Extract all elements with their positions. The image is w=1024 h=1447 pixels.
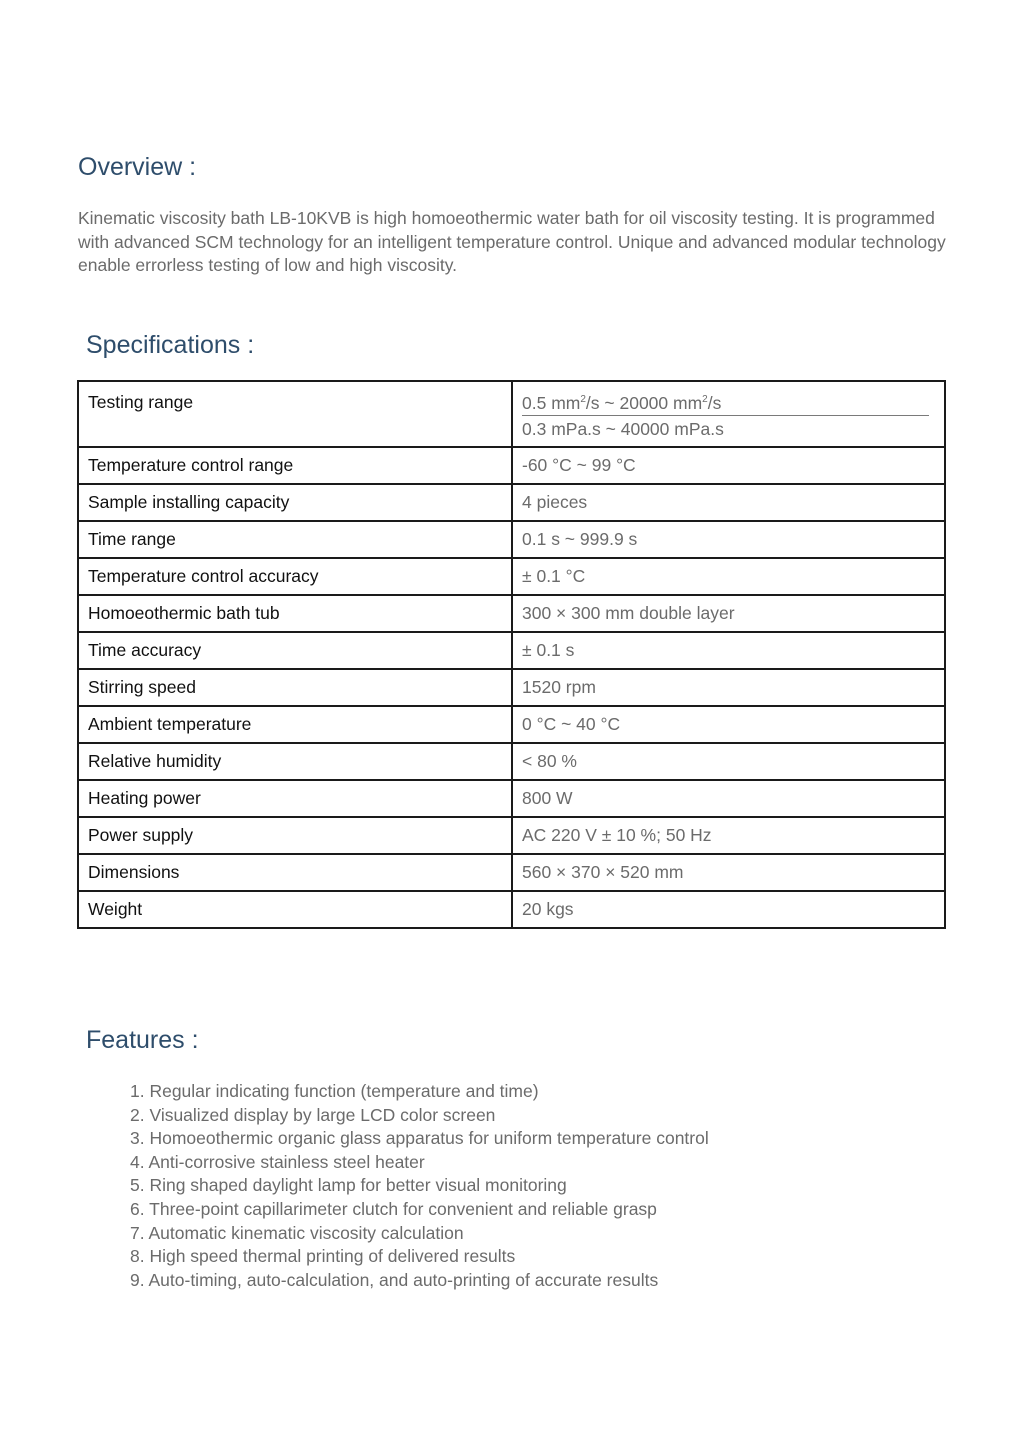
table-row (78, 484, 945, 521)
table-row (78, 558, 945, 595)
table-row (78, 891, 945, 928)
spec-label: Ambient temperature (78, 706, 512, 743)
spec-label: Temperature control range (78, 447, 512, 484)
overview-paragraph: Kinematic viscosity bath LB-10KVB is high homoeothermic water bath for oil viscosity testing. It is programmed with advanced SCM technology for an intelligent temperature control. Unique and advanced modular technology enable errorless testing of low and high viscosity. (78, 208, 946, 276)
spec-label: Dimensions (78, 854, 512, 891)
list-item: 6. Three-point capillarimeter clutch for convenient and reliable grasp (130, 1198, 657, 1219)
spec-label: Stirring speed (78, 669, 512, 706)
table-row (78, 743, 945, 780)
spec-value: < 80 % (512, 743, 945, 780)
spec-label: Power supply (78, 817, 512, 854)
spec-label: Time accuracy (78, 632, 512, 669)
list-item: 7. Automatic kinematic viscosity calculation (130, 1222, 464, 1243)
table-row (78, 669, 945, 706)
spec-label: Temperature control accuracy (78, 558, 512, 595)
spec-label: Weight (78, 891, 512, 928)
spec-label: Sample installing capacity (78, 484, 512, 521)
table-row (78, 595, 945, 632)
table-row (78, 447, 945, 484)
spec-value: 4 pieces (512, 484, 945, 521)
table-row (78, 706, 945, 743)
table-row (78, 632, 945, 669)
table-row (78, 521, 945, 558)
spec-label: Time range (78, 521, 512, 558)
spec-value: 560 × 370 × 520 mm (512, 854, 945, 891)
features-list (130, 1080, 709, 1292)
specifications-heading: Specifications : (86, 331, 255, 359)
list-item: 1. Regular indicating function (temperature and time) (130, 1081, 539, 1101)
list-item: 2. Visualized display by large LCD color screen (130, 1104, 496, 1125)
specifications-table (77, 380, 946, 929)
list-item: 5. Ring shaped daylight lamp for better visual monitoring (130, 1175, 567, 1196)
features-heading: Features : (86, 1026, 199, 1054)
list-item: 9. Auto-timing, auto-calculation, and auto-printing of accurate results (130, 1269, 659, 1290)
spec-label: Testing range (78, 381, 512, 447)
table-row (78, 854, 945, 891)
spec-label: Homoeothermic bath tub (78, 595, 512, 632)
spec-value: AC 220 V ± 10 %; 50 Hz (512, 817, 945, 854)
spec-value: -60 °C ~ 99 °C (512, 447, 945, 484)
spec-value (512, 381, 945, 447)
table-row (78, 780, 945, 817)
spec-value: 20 kgs (512, 891, 945, 928)
testing-range-dynamic: 0.3 mPa.s ~ 40000 mPa.s (522, 419, 724, 439)
table-row (78, 817, 945, 854)
list-item: 4. Anti-corrosive stainless steel heater (130, 1151, 425, 1172)
spec-value: ± 0.1 °C (512, 558, 945, 595)
list-item: 3. Homoeothermic organic glass apparatus for uniform temperature control (130, 1128, 709, 1149)
spec-value: 800 W (512, 780, 945, 817)
spec-label: Relative humidity (78, 743, 512, 780)
spec-value: 0.1 s ~ 999.9 s (512, 521, 945, 558)
spec-value: 0 °C ~ 40 °C (512, 706, 945, 743)
spec-value: ± 0.1 s (512, 632, 945, 669)
table-row (78, 381, 945, 447)
list-item: 8. High speed thermal printing of delivered results (130, 1246, 516, 1267)
spec-value: 300 × 300 mm double layer (512, 595, 945, 632)
overview-heading: Overview : (78, 153, 197, 181)
testing-range-kinematic: 0.5 $mm^2/s$ ~ 20000 $mm^2/s$ (522, 392, 929, 416)
spec-label: Heating power (78, 780, 512, 817)
spec-value: 1520 rpm (512, 669, 945, 706)
